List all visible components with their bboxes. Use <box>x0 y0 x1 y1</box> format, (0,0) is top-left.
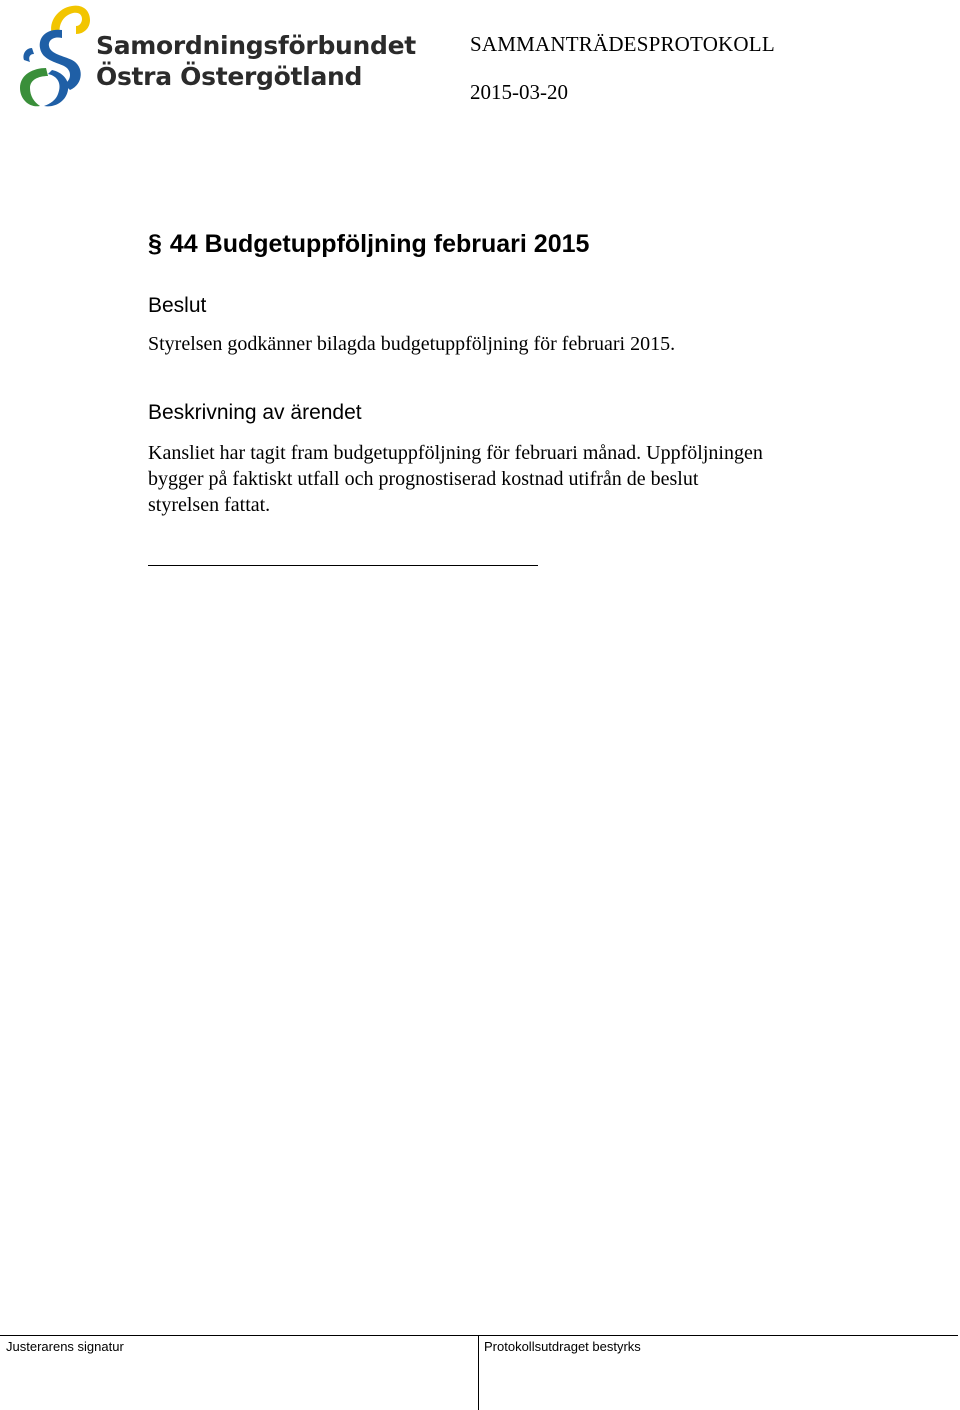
beslut-text: Styrelsen godkänner bilagda budgetuppföljning för februari 2015. <box>148 333 676 355</box>
document-date: 2015-03-20 <box>470 80 568 104</box>
beslut-heading: Beslut <box>148 294 207 317</box>
footer-certified-label: Protokollsutdraget bestyrks <box>484 1339 641 1354</box>
section-title-text: 44 Budgetuppföljning februari 2015 <box>169 230 590 258</box>
footer-top-border <box>0 1335 958 1336</box>
beskrivning-line: Kansliet har tagit fram budgetuppföljning för februari månad. Uppföljningen <box>148 442 763 464</box>
logo-wordmark <box>96 30 416 92</box>
end-rule <box>148 565 538 566</box>
beskrivning-heading: Beskrivning av ärendet <box>148 401 362 424</box>
document-type: SAMMANTRÄDESPROTOKOLL <box>470 32 775 56</box>
beskrivning-line: styrelsen fattat. <box>148 494 271 516</box>
beskrivning-line: bygger på faktiskt utfall och prognostiserad kostnad utifrån de beslut <box>148 468 699 490</box>
footer-divider <box>478 1336 479 1410</box>
organization-logo <box>18 4 418 110</box>
logo-line-1: Samordningsförbundet <box>96 31 416 60</box>
paragraph-sign: § <box>148 230 162 258</box>
footer-signature-label: Justerarens signatur <box>6 1339 124 1354</box>
beskrivning-text <box>148 440 848 518</box>
logo-mark-icon <box>18 4 94 110</box>
logo-line-2: Östra Östergötland <box>96 62 363 91</box>
section-title <box>148 230 589 259</box>
